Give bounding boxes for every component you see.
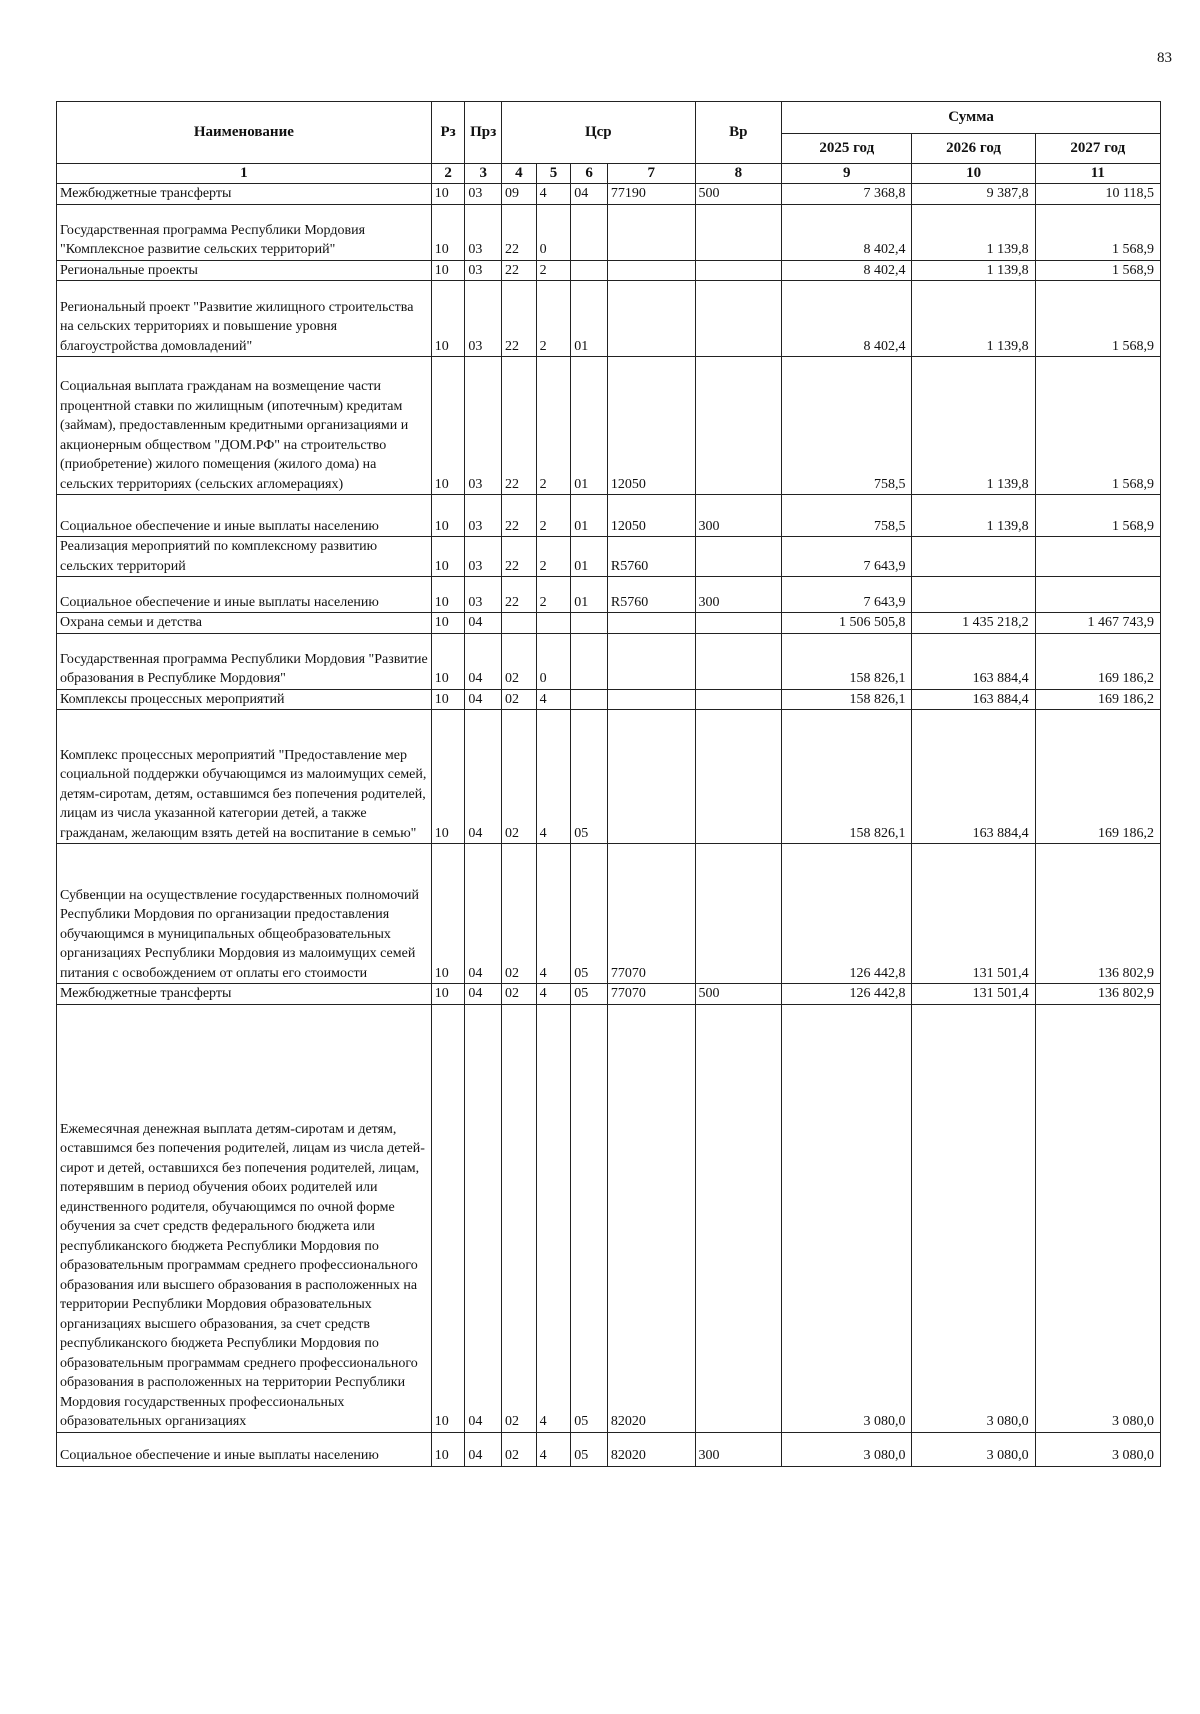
row-sum-2027	[1035, 537, 1160, 577]
row-csr-6	[571, 633, 608, 689]
table-row	[57, 633, 1161, 689]
row-vr	[695, 633, 782, 689]
row-sum-2027: 1 568,9	[1035, 281, 1160, 357]
column-number: 11	[1035, 164, 1160, 184]
row-csr-7: 82020	[607, 1432, 695, 1466]
row-sum-2027: 169 186,2	[1035, 710, 1160, 844]
row-rz: 10	[431, 281, 465, 357]
page-number: 83	[1157, 50, 1172, 66]
header-year-2026: 2026 год	[912, 134, 1035, 164]
row-csr-6: 05	[571, 984, 608, 1005]
column-number: 5	[536, 164, 571, 184]
row-vr: 300	[695, 1432, 782, 1466]
row-csr-4	[502, 613, 537, 634]
row-rz: 10	[431, 204, 465, 260]
row-sum-2026: 9 387,8	[912, 184, 1035, 205]
row-csr-4: 22	[502, 577, 537, 613]
row-csr-6	[571, 204, 608, 260]
row-rz: 10	[431, 984, 465, 1005]
row-rz: 10	[431, 710, 465, 844]
row-csr-6: 04	[571, 184, 608, 205]
row-sum-2025: 3 080,0	[782, 1004, 912, 1432]
row-csr-4: 22	[502, 204, 537, 260]
row-sum-2027: 1 568,9	[1035, 357, 1160, 495]
row-csr-6: 01	[571, 281, 608, 357]
row-csr-7: 77190	[607, 184, 695, 205]
row-csr-4: 02	[502, 844, 537, 984]
row-sum-2025: 7 368,8	[782, 184, 912, 205]
column-number: 9	[782, 164, 912, 184]
row-csr-6: 05	[571, 710, 608, 844]
row-name: Комплекс процессных мероприятий "Предоставление мер социальной поддержки обучающимся из малоимущих семей, детям-сиротам, детям, оставшимся без попечения родителей, лицам из числа указанной категории детей, а также гражданам, желающим взять детей на воспитание в семью"	[57, 710, 432, 844]
row-csr-4: 02	[502, 1432, 537, 1466]
row-sum-2025: 8 402,4	[782, 281, 912, 357]
header-name: Наименование	[57, 102, 432, 164]
row-sum-2025: 126 442,8	[782, 844, 912, 984]
row-sum-2027: 1 568,9	[1035, 495, 1160, 537]
row-rz: 10	[431, 537, 465, 577]
row-csr-5: 4	[536, 984, 571, 1005]
row-sum-2025: 158 826,1	[782, 633, 912, 689]
row-rz: 10	[431, 689, 465, 710]
row-csr-4: 02	[502, 1004, 537, 1432]
row-sum-2027: 1 568,9	[1035, 204, 1160, 260]
row-name: Региональный проект "Развитие жилищного строительства на сельских территориях и повышение уровня благоустройства домовладений"	[57, 281, 432, 357]
header-year-2027: 2027 год	[1035, 134, 1160, 164]
row-sum-2025: 3 080,0	[782, 1432, 912, 1466]
column-number: 1	[57, 164, 432, 184]
column-number-row	[57, 164, 1161, 184]
row-vr: 500	[695, 184, 782, 205]
row-sum-2026: 163 884,4	[912, 633, 1035, 689]
row-sum-2025: 7 643,9	[782, 537, 912, 577]
row-csr-6: 05	[571, 1432, 608, 1466]
row-prz: 04	[465, 689, 502, 710]
row-sum-2026	[912, 537, 1035, 577]
table-row	[57, 184, 1161, 205]
table-row	[57, 1432, 1161, 1466]
row-csr-6: 01	[571, 537, 608, 577]
table-row	[57, 577, 1161, 613]
row-vr	[695, 613, 782, 634]
row-csr-7	[607, 281, 695, 357]
budget-table	[56, 101, 1161, 1467]
row-csr-4: 02	[502, 710, 537, 844]
row-csr-7	[607, 613, 695, 634]
table-row	[57, 844, 1161, 984]
row-sum-2027: 10 118,5	[1035, 184, 1160, 205]
row-name: Ежемесячная денежная выплата детям-сиротам и детям, оставшимся без попечения родителей, лицам из числа детей-сирот и детей, оставшихся без попечения родителей, лицам, потерявшим в период обучения обоих родителей или единственного родителя, обучающимся по очной форме обучения за счет средств федерального бюджета или республиканского бюджета Республики Мордовия по образовательным программам среднего профессионального образования или высшего образования в расположенных на территории Республики Мордовия образовательных организациях высшего образования, за счет средств республиканского бюджета Республики Мордовия по образовательным программам среднего профессионального образования в расположенных на территории Республики Мордовия государственных профессиональных образовательных организациях	[57, 1004, 432, 1432]
row-csr-6: 01	[571, 577, 608, 613]
header-year-2025: 2025 год	[782, 134, 912, 164]
row-sum-2025: 1 506 505,8	[782, 613, 912, 634]
row-csr-6: 05	[571, 844, 608, 984]
column-number: 3	[465, 164, 502, 184]
row-csr-5: 0	[536, 633, 571, 689]
row-rz: 10	[431, 1432, 465, 1466]
row-name: Социальное обеспечение и иные выплаты населению	[57, 1432, 432, 1466]
row-csr-5: 2	[536, 281, 571, 357]
row-sum-2027: 169 186,2	[1035, 689, 1160, 710]
row-prz: 03	[465, 537, 502, 577]
row-rz: 10	[431, 613, 465, 634]
row-prz: 04	[465, 1004, 502, 1432]
row-sum-2026: 3 080,0	[912, 1432, 1035, 1466]
header-prz: Прз	[465, 102, 502, 164]
row-name: Реализация мероприятий по комплексному развитию сельских территорий	[57, 537, 432, 577]
row-rz: 10	[431, 260, 465, 281]
row-rz: 10	[431, 844, 465, 984]
column-number: 8	[695, 164, 782, 184]
row-csr-4: 02	[502, 689, 537, 710]
table-row	[57, 281, 1161, 357]
table-row	[57, 1004, 1161, 1432]
row-csr-7: 12050	[607, 495, 695, 537]
row-csr-7: R5760	[607, 537, 695, 577]
table-row	[57, 984, 1161, 1005]
row-sum-2027: 3 080,0	[1035, 1004, 1160, 1432]
row-prz: 04	[465, 984, 502, 1005]
row-csr-5: 2	[536, 357, 571, 495]
row-sum-2026: 163 884,4	[912, 689, 1035, 710]
row-prz: 03	[465, 495, 502, 537]
header-sum: Сумма	[782, 102, 1161, 134]
row-vr	[695, 260, 782, 281]
row-csr-4: 22	[502, 357, 537, 495]
row-sum-2027: 1 467 743,9	[1035, 613, 1160, 634]
row-csr-5: 2	[536, 495, 571, 537]
row-sum-2025: 126 442,8	[782, 984, 912, 1005]
row-csr-5: 0	[536, 204, 571, 260]
row-sum-2025: 8 402,4	[782, 260, 912, 281]
row-csr-7	[607, 633, 695, 689]
row-prz: 03	[465, 184, 502, 205]
row-csr-4: 22	[502, 260, 537, 281]
row-sum-2027	[1035, 577, 1160, 613]
row-prz: 04	[465, 1432, 502, 1466]
row-rz: 10	[431, 495, 465, 537]
row-csr-5: 4	[536, 184, 571, 205]
row-sum-2026: 3 080,0	[912, 1004, 1035, 1432]
row-prz: 03	[465, 357, 502, 495]
row-sum-2027: 1 568,9	[1035, 260, 1160, 281]
row-sum-2027: 136 802,9	[1035, 844, 1160, 984]
column-number: 10	[912, 164, 1035, 184]
row-csr-4: 22	[502, 537, 537, 577]
column-number: 4	[502, 164, 537, 184]
row-name: Субвенции на осуществление государственных полномочий Республики Мордовия по организации предоставления обучающимся в муниципальных общеобразовательных организациях Республики Мордовия из малоимущих семей питания с освобождением от оплаты его стоимости	[57, 844, 432, 984]
row-vr: 500	[695, 984, 782, 1005]
row-sum-2025: 158 826,1	[782, 689, 912, 710]
row-sum-2027: 136 802,9	[1035, 984, 1160, 1005]
row-csr-6: 01	[571, 495, 608, 537]
row-csr-7	[607, 710, 695, 844]
row-prz: 04	[465, 633, 502, 689]
row-csr-5: 4	[536, 689, 571, 710]
row-csr-4: 22	[502, 281, 537, 357]
row-csr-4: 02	[502, 633, 537, 689]
row-sum-2027: 169 186,2	[1035, 633, 1160, 689]
row-csr-4: 09	[502, 184, 537, 205]
row-csr-4: 22	[502, 495, 537, 537]
column-number: 2	[431, 164, 465, 184]
table-row	[57, 204, 1161, 260]
table-row	[57, 613, 1161, 634]
table-row	[57, 260, 1161, 281]
row-prz: 03	[465, 577, 502, 613]
row-vr	[695, 1004, 782, 1432]
row-rz: 10	[431, 633, 465, 689]
row-sum-2026: 131 501,4	[912, 984, 1035, 1005]
row-name: Комплексы процессных мероприятий	[57, 689, 432, 710]
table-row	[57, 537, 1161, 577]
row-sum-2025: 7 643,9	[782, 577, 912, 613]
row-sum-2025: 158 826,1	[782, 710, 912, 844]
row-sum-2026: 1 139,8	[912, 281, 1035, 357]
row-rz: 10	[431, 184, 465, 205]
header-vr: Вр	[695, 102, 782, 164]
row-csr-7	[607, 689, 695, 710]
row-name: Государственная программа Республики Мордовия "Развитие образования в Республике Мордовия"	[57, 633, 432, 689]
row-sum-2026: 131 501,4	[912, 844, 1035, 984]
row-csr-7: 12050	[607, 357, 695, 495]
row-vr: 300	[695, 495, 782, 537]
row-sum-2027: 3 080,0	[1035, 1432, 1160, 1466]
header-rz: Рз	[431, 102, 465, 164]
row-csr-5: 2	[536, 260, 571, 281]
row-sum-2025: 8 402,4	[782, 204, 912, 260]
row-prz: 03	[465, 260, 502, 281]
row-vr	[695, 204, 782, 260]
row-csr-5: 4	[536, 844, 571, 984]
row-vr	[695, 689, 782, 710]
row-csr-7: 77070	[607, 984, 695, 1005]
row-csr-7	[607, 204, 695, 260]
row-vr	[695, 357, 782, 495]
row-vr: 300	[695, 577, 782, 613]
row-name: Социальное обеспечение и иные выплаты населению	[57, 577, 432, 613]
row-csr-7	[607, 260, 695, 281]
row-sum-2026: 1 139,8	[912, 260, 1035, 281]
row-rz: 10	[431, 577, 465, 613]
row-sum-2026: 1 139,8	[912, 204, 1035, 260]
row-csr-5: 4	[536, 710, 571, 844]
row-name: Социальное обеспечение и иные выплаты населению	[57, 495, 432, 537]
row-csr-6: 01	[571, 357, 608, 495]
row-sum-2026: 1 139,8	[912, 495, 1035, 537]
row-csr-5: 4	[536, 1004, 571, 1432]
row-prz: 03	[465, 281, 502, 357]
row-sum-2026: 1 435 218,2	[912, 613, 1035, 634]
row-vr	[695, 844, 782, 984]
row-name: Межбюджетные трансферты	[57, 984, 432, 1005]
row-prz: 04	[465, 844, 502, 984]
row-name: Государственная программа Республики Мордовия "Комплексное развитие сельских территорий"	[57, 204, 432, 260]
row-csr-6	[571, 260, 608, 281]
row-name: Социальная выплата гражданам на возмещение части процентной ставки по жилищным (ипотечным) кредитам (займам), предоставленным кредитными организациями и акционерным обществом "ДОМ.РФ" на строительство (приобретение) жилого помещения (жилого дома) на сельских территориях (сельских агломерациях)	[57, 357, 432, 495]
row-csr-7: R5760	[607, 577, 695, 613]
row-csr-5: 2	[536, 537, 571, 577]
row-prz: 04	[465, 710, 502, 844]
header-csr: Цср	[502, 102, 696, 164]
row-csr-5: 2	[536, 577, 571, 613]
row-sum-2026: 1 139,8	[912, 357, 1035, 495]
row-prz: 03	[465, 204, 502, 260]
row-name: Межбюджетные трансферты	[57, 184, 432, 205]
column-number: 7	[607, 164, 695, 184]
row-csr-7: 77070	[607, 844, 695, 984]
row-csr-4: 02	[502, 984, 537, 1005]
row-csr-6	[571, 613, 608, 634]
table-row	[57, 710, 1161, 844]
table-row	[57, 495, 1161, 537]
table-row	[57, 357, 1161, 495]
column-number: 6	[571, 164, 608, 184]
row-rz: 10	[431, 1004, 465, 1432]
row-vr	[695, 537, 782, 577]
table-row	[57, 689, 1161, 710]
row-csr-5	[536, 613, 571, 634]
row-sum-2025: 758,5	[782, 495, 912, 537]
row-vr	[695, 710, 782, 844]
row-csr-5: 4	[536, 1432, 571, 1466]
row-prz: 04	[465, 613, 502, 634]
row-csr-7: 82020	[607, 1004, 695, 1432]
row-sum-2026	[912, 577, 1035, 613]
row-sum-2026: 163 884,4	[912, 710, 1035, 844]
row-csr-6	[571, 689, 608, 710]
row-name: Охрана семьи и детства	[57, 613, 432, 634]
row-name: Региональные проекты	[57, 260, 432, 281]
row-vr	[695, 281, 782, 357]
row-csr-6: 05	[571, 1004, 608, 1432]
row-rz: 10	[431, 357, 465, 495]
row-sum-2025: 758,5	[782, 357, 912, 495]
